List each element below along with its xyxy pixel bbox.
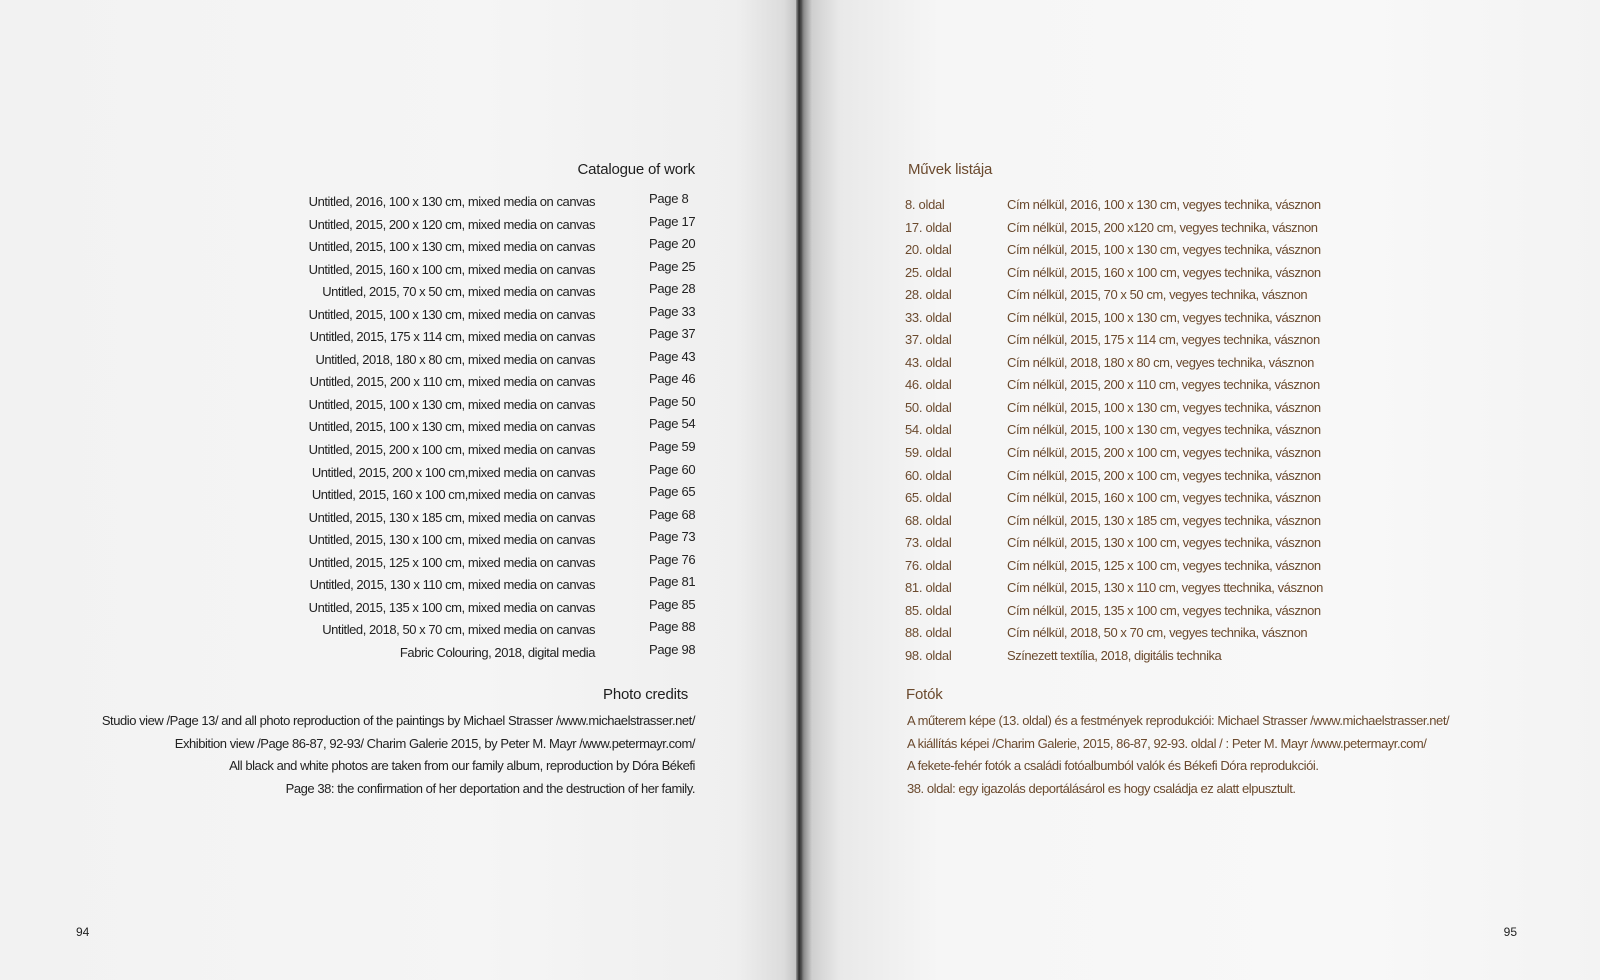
entry-page: 88. oldal xyxy=(905,625,952,641)
entry-description: Untitled, 2018, 180 x 80 cm, mixed media on canvas xyxy=(315,351,595,367)
muvek-list xyxy=(800,197,1600,670)
entry-page: 33. oldal xyxy=(905,309,952,325)
entry-description: Cím nélkül, 2015, 200 x 100 cm, vegyes technika, vásznon xyxy=(1007,467,1321,483)
entry-page: Page 68 xyxy=(649,506,696,522)
entry-page: Page 8 xyxy=(649,191,689,206)
entry-description: Cím nélkül, 2015, 125 x 100 cm, vegyes technika, vásznon xyxy=(1007,557,1321,573)
entry-description: Untitled, 2015, 70 x 50 cm, mixed media on canvas xyxy=(322,284,595,300)
muvek-entry xyxy=(800,603,1600,626)
muvek-listaja-title: Művek listája xyxy=(908,161,993,178)
credit-line: Page 38: the confirmation of her deportation and the destruction of her family. xyxy=(285,780,695,796)
entry-page: 37. oldal xyxy=(905,332,952,348)
entry-page: Page 98 xyxy=(649,641,696,657)
entry-page: Page 25 xyxy=(649,258,696,274)
entry-description: Cím nélkül, 2015, 160 x 100 cm, vegyes technika, vásznon xyxy=(1007,264,1321,280)
entry-description: Cím nélkül, 2015, 100 x 130 cm, vegyes technika, vásznon xyxy=(1007,309,1321,325)
muvek-entry xyxy=(800,490,1600,513)
entry-description: Cím nélkül, 2015, 200 x120 cm, vegyes technika, vásznon xyxy=(1007,219,1318,235)
muvek-entry xyxy=(800,580,1600,603)
entry-description: Cím nélkül, 2015, 100 x 130 cm, vegyes technika, vásznon xyxy=(1007,399,1321,415)
entry-page: Page 50 xyxy=(649,393,696,409)
entry-description: Cím nélkül, 2015, 130 x 110 cm, vegyes ttechnika, vásznon xyxy=(1007,580,1323,596)
muvek-entry xyxy=(800,558,1600,581)
entry-page: Page 88 xyxy=(649,619,696,635)
entry-description: Untitled, 2015, 200 x 100 cm, mixed media on canvas xyxy=(308,442,595,458)
page-number-right: 95 xyxy=(1503,925,1517,939)
credit-line: A kiállítás képei /Charim Galerie, 2015, 86-87, 92-93. oldal / : Peter M. Mayr /www.petermayr.com/ xyxy=(907,735,1427,751)
muvek-entry xyxy=(800,287,1600,310)
entry-page: Page 43 xyxy=(649,348,696,364)
credit-line: A fekete-fehér fotók a családi fotóalbumból valók és Békefi Dóra reprodukciói. xyxy=(907,758,1319,773)
entry-description: Cím nélkül, 2016, 100 x 130 cm, vegyes technika, vásznon xyxy=(1007,197,1321,212)
muvek-entry xyxy=(800,377,1600,400)
entry-page: Page 81 xyxy=(649,574,696,590)
credit-line: Studio view /Page 13/ and all photo reproduction of the paintings by Michael Strasser /www.michaelstrasser.net/ xyxy=(101,713,695,728)
muvek-entry xyxy=(800,422,1600,445)
photo-credits xyxy=(102,713,695,803)
entry-page: Page 33 xyxy=(649,303,696,319)
book-spine xyxy=(796,0,802,980)
entry-page: 98. oldal xyxy=(905,647,952,663)
catalogue-entry xyxy=(0,641,800,668)
muvek-entry xyxy=(800,445,1600,468)
entry-page: 76. oldal xyxy=(905,557,952,573)
entry-description: Cím nélkül, 2015, 100 x 130 cm, vegyes technika, vásznon xyxy=(1007,242,1321,258)
entry-page: Page 17 xyxy=(649,213,696,229)
entry-page: 8. oldal xyxy=(905,197,945,212)
entry-description: Untitled, 2015, 200 x 110 cm, mixed media on canvas xyxy=(309,374,595,390)
muvek-entry xyxy=(800,197,1600,220)
entry-description: Untitled, 2015, 100 x 130 cm, mixed media on canvas xyxy=(308,239,595,255)
entry-description: Cím nélkül, 2015, 175 x 114 cm, vegyes technika, vásznon xyxy=(1007,332,1320,348)
entry-page: Page 28 xyxy=(649,281,696,297)
entry-description: Cím nélkül, 2015, 200 x 100 cm, vegyes technika, vásznon xyxy=(1007,445,1321,461)
entry-page: 60. oldal xyxy=(905,467,952,483)
entry-page: Page 60 xyxy=(649,461,696,477)
page-number-left: 94 xyxy=(76,925,90,939)
entry-description: Untitled, 2018, 50 x 70 cm, mixed media on canvas xyxy=(322,622,595,638)
muvek-entry xyxy=(800,625,1600,648)
entry-page: Page 46 xyxy=(649,371,696,387)
muvek-entry xyxy=(800,468,1600,491)
entry-description: Cím nélkül, 2018, 180 x 80 cm, vegyes technika, vásznon xyxy=(1007,354,1314,370)
entry-description: Untitled, 2016, 100 x 130 cm, mixed media on canvas xyxy=(308,194,595,209)
entry-description: Cím nélkül, 2015, 100 x 130 cm, vegyes technika, vásznon xyxy=(1007,422,1321,438)
entry-description: Cím nélkül, 2015, 200 x 110 cm, vegyes technika, vásznon xyxy=(1007,377,1320,393)
entry-page: 46. oldal xyxy=(905,377,952,393)
entry-page: 25. oldal xyxy=(905,264,952,280)
muvek-entry xyxy=(800,310,1600,333)
fotok-credits xyxy=(907,713,1449,803)
muvek-entry xyxy=(800,265,1600,288)
entry-description: Untitled, 2015, 125 x 100 cm, mixed media on canvas xyxy=(308,554,595,570)
entry-description: Untitled, 2015, 100 x 130 cm, mixed media on canvas xyxy=(308,419,595,435)
entry-description: Untitled, 2015, 160 x 100 cm,mixed media on canvas xyxy=(311,487,595,503)
entry-description: Cím nélkül, 2015, 130 x 100 cm, vegyes technika, vásznon xyxy=(1007,535,1321,551)
entry-page: 50. oldal xyxy=(905,399,952,415)
muvek-entry xyxy=(800,535,1600,558)
entry-page: Page 59 xyxy=(649,439,696,455)
entry-page: 17. oldal xyxy=(905,219,952,235)
muvek-entry xyxy=(800,400,1600,423)
entry-page: Page 54 xyxy=(649,416,696,432)
entry-page: 20. oldal xyxy=(905,242,952,258)
entry-description: Untitled, 2015, 130 x 100 cm, mixed media on canvas xyxy=(308,532,595,548)
entry-description: Fabric Colouring, 2018, digital media xyxy=(399,644,595,660)
entry-page: Page 85 xyxy=(649,596,696,612)
entry-page: 65. oldal xyxy=(905,490,952,506)
entry-page: 73. oldal xyxy=(905,535,952,551)
entry-description: Cím nélkül, 2015, 130 x 185 cm, vegyes technika, vásznon xyxy=(1007,512,1321,528)
entry-page: Page 76 xyxy=(649,551,696,567)
fotok-title: Fotók xyxy=(906,686,943,703)
credit-line: A műterem képe (13. oldal) és a festmények reprodukciói: Michael Strasser /www.michaelstrasser.net/ xyxy=(907,713,1450,728)
entry-page: Page 73 xyxy=(649,529,696,545)
entry-page: 68. oldal xyxy=(905,512,952,528)
entry-page: 85. oldal xyxy=(905,602,952,618)
entry-description: Cím nélkül, 2018, 50 x 70 cm, vegyes technika, vásznon xyxy=(1007,625,1308,641)
entry-description: Untitled, 2015, 175 x 114 cm, mixed media on canvas xyxy=(309,329,595,345)
entry-page: 43. oldal xyxy=(905,354,952,370)
entry-page: Page 37 xyxy=(649,326,696,342)
entry-description: Színezett textília, 2018, digitális technika xyxy=(1007,647,1222,663)
entry-description: Untitled, 2015, 100 x 130 cm, mixed media on canvas xyxy=(308,396,595,412)
entry-description: Cím nélkül, 2015, 135 x 100 cm, vegyes technika, vásznon xyxy=(1007,602,1321,618)
credit-line: All black and white photos are taken from our family album, reproduction by Dóra Békefi xyxy=(229,758,695,773)
muvek-entry xyxy=(800,648,1600,671)
entry-description: Untitled, 2015, 130 x 185 cm, mixed media on canvas xyxy=(308,509,595,525)
right-page xyxy=(800,0,1600,980)
muvek-entry xyxy=(800,242,1600,265)
muvek-entry xyxy=(800,332,1600,355)
entry-page: 54. oldal xyxy=(905,422,952,438)
entry-description: Untitled, 2015, 200 x 100 cm,mixed media on canvas xyxy=(311,464,595,480)
entry-description: Cím nélkül, 2015, 160 x 100 cm, vegyes technika, vásznon xyxy=(1007,490,1321,506)
catalogue-title: Catalogue of work xyxy=(577,161,695,178)
muvek-entry xyxy=(800,513,1600,536)
entry-page: Page 65 xyxy=(649,484,696,500)
entry-description: Untitled, 2015, 200 x 120 cm, mixed media on canvas xyxy=(308,216,595,232)
catalogue-list xyxy=(0,191,800,667)
entry-page: Page 20 xyxy=(649,236,696,252)
muvek-entry xyxy=(800,355,1600,378)
credit-line: 38. oldal: egy igazolás deportálásárol es hogy családja ez alatt elpusztult. xyxy=(907,780,1296,796)
muvek-entry xyxy=(800,220,1600,243)
credit-line: Exhibition view /Page 86-87, 92-93/ Charim Galerie 2015, by Peter M. Mayr /www.petermayr.com/ xyxy=(174,735,695,751)
entry-description: Untitled, 2015, 160 x 100 cm, mixed media on canvas xyxy=(308,261,595,277)
entry-page: 81. oldal xyxy=(905,580,952,596)
entry-description: Untitled, 2015, 130 x 110 cm, mixed media on canvas xyxy=(309,577,595,593)
entry-description: Untitled, 2015, 100 x 130 cm, mixed media on canvas xyxy=(308,306,595,322)
entry-page: 28. oldal xyxy=(905,287,952,303)
photo-credits-title: Photo credits xyxy=(603,686,688,703)
entry-description: Untitled, 2015, 135 x 100 cm, mixed media on canvas xyxy=(308,599,595,615)
entry-description: Cím nélkül, 2015, 70 x 50 cm, vegyes technika, vásznon xyxy=(1007,287,1308,303)
entry-page: 59. oldal xyxy=(905,445,952,461)
